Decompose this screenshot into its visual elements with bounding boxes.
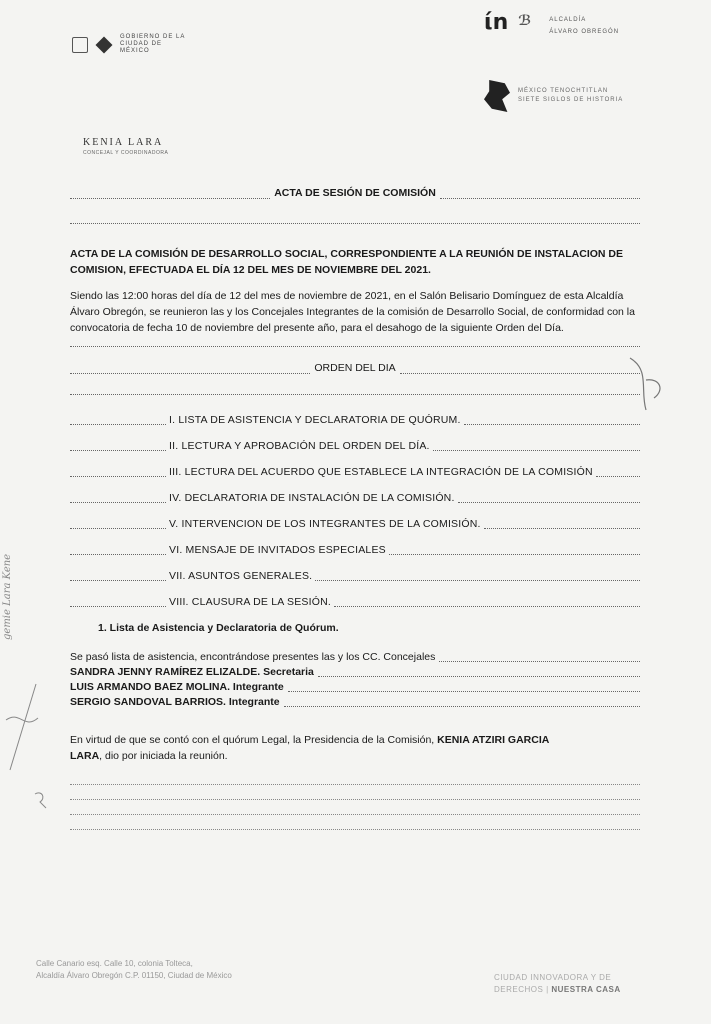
document-title-row — [70, 186, 640, 201]
attendance-intro: Se pasó lista de asistencia, encontrándose presentes las y los CC. Concejales — [70, 651, 436, 663]
intro-paragraph: Siendo las 12:00 horas del día de 12 del mes de noviembre de 2021, en el Salón Belisario Domínguez de esta Alcaldía Álvaro Obregón, se reunieron las y los Concejales Integrantes de la comisión de Desarrollo Social, de conformidad con la convocatoria de fecha 10 de noviembre del presente año, para el desahogo de la siguiente Orden del Día. — [70, 290, 635, 334]
attendee-name: LUIS ARMANDO BAEZ MOLINA. Integrante — [70, 681, 284, 693]
document-heading: ACTA DE LA COMISIÓN DE DESARROLLO SOCIAL, CORRESPONDIENTE A LA REUNIÓN DE INSTALACION DE COMISION, EFECTUADA EL DÍA 12 DEL MES DE NOVIEMBRE DEL 2021. — [70, 248, 624, 276]
ao-mark-icon: ℬ — [518, 13, 532, 29]
orden-item: V. INTERVENCION DE LOS INTEGRANTES DE LA COMISIÓN. — [70, 517, 640, 531]
orden-item: VI. MENSAJE DE INVITADOS ESPECIALES — [70, 543, 640, 557]
dotted-lines — [70, 770, 640, 830]
mexico-line-2: SIETE SIGLOS DE HISTORIA — [518, 97, 624, 103]
crest-icon — [72, 37, 88, 53]
signature-mark — [620, 350, 680, 420]
dotted-rule — [70, 386, 640, 395]
author-role: CONCEJAL Y COORDINADORA — [83, 150, 169, 156]
alcaldia-logo — [484, 12, 619, 38]
orden-item: II. LECTURA Y APROBACIÓN DEL ORDEN DEL DÍA. — [70, 439, 640, 453]
attendee-name: SERGIO SANDOVAL BARRIOS. Integrante — [70, 696, 280, 708]
orden-title: ORDEN DEL DIA — [314, 362, 396, 374]
orden-item: IV. DECLARATORIA DE INSTALACIÓN DE LA COMISIÓN. — [70, 491, 640, 505]
mexico-tenochtitlan-logo — [484, 80, 623, 112]
section-1-title: 1. Lista de Asistencia y Declaratoria de Quórum. — [98, 622, 339, 634]
footer-address: Calle Canario esq. Calle 10, colonia Tolteca, Alcaldía Álvaro Obregón C.P. 01150, Ciudad de México — [36, 959, 232, 980]
signature-mark — [32, 788, 52, 812]
dotted-rule — [70, 215, 640, 224]
orden-item: III. LECTURA DEL ACUERDO QUE ESTABLECE LA INTEGRACIÓN DE LA COMISIÓN — [70, 465, 640, 479]
footer-slogan: CIUDAD INNOVADORA Y DE DERECHOS | NUESTRA CASA — [494, 973, 621, 994]
mexico-line-1: MÉXICO TENOCHTITLAN — [518, 88, 609, 94]
cdmx-logo-text: GOBIERNO DE LA CIUDAD DE MÉXICO — [120, 34, 186, 54]
attendee-name: SANDRA JENNY RAMÍREZ ELIZALDE. Secretaria — [70, 666, 314, 678]
handwritten-margin-note: gemie Lara Kene — [2, 553, 13, 640]
quorum-paragraph: En virtud de que se contó con el quórum Legal, la Presidencia de la Comisión, KENIA ATZIRI GARCIA LARA, dio por iniciada la reunión. — [70, 734, 550, 762]
alcaldia-label: ALCALDÍA — [549, 17, 587, 23]
alcaldia-mark-icon: ίn — [484, 10, 509, 35]
orden-title-row — [70, 361, 640, 376]
orden-item: I. LISTA DE ASISTENCIA Y DECLARATORIA DE QUÓRUM. — [70, 413, 640, 427]
attendee-row — [70, 665, 640, 680]
cdmx-logo — [72, 34, 190, 55]
author-name: KENIA LARA — [83, 137, 164, 148]
alcaldia-name: ÁLVARO OBREGÓN — [549, 29, 620, 35]
orden-item: VII. ASUNTOS GENERALES. — [70, 569, 640, 583]
author-block — [83, 137, 168, 156]
dotted-rule — [70, 338, 640, 347]
orden-item: VIII. CLAUSURA DE LA SESIÓN. — [70, 595, 640, 609]
attendee-row — [70, 680, 640, 695]
attendee-row — [70, 695, 640, 710]
cdmx-mark-icon — [96, 37, 112, 53]
signature-mark — [2, 680, 42, 780]
eagle-icon — [484, 80, 510, 112]
document-body — [70, 186, 640, 830]
attendance-intro-row — [70, 650, 640, 665]
document-title: ACTA DE SESIÓN DE COMISIÓN — [274, 187, 436, 199]
